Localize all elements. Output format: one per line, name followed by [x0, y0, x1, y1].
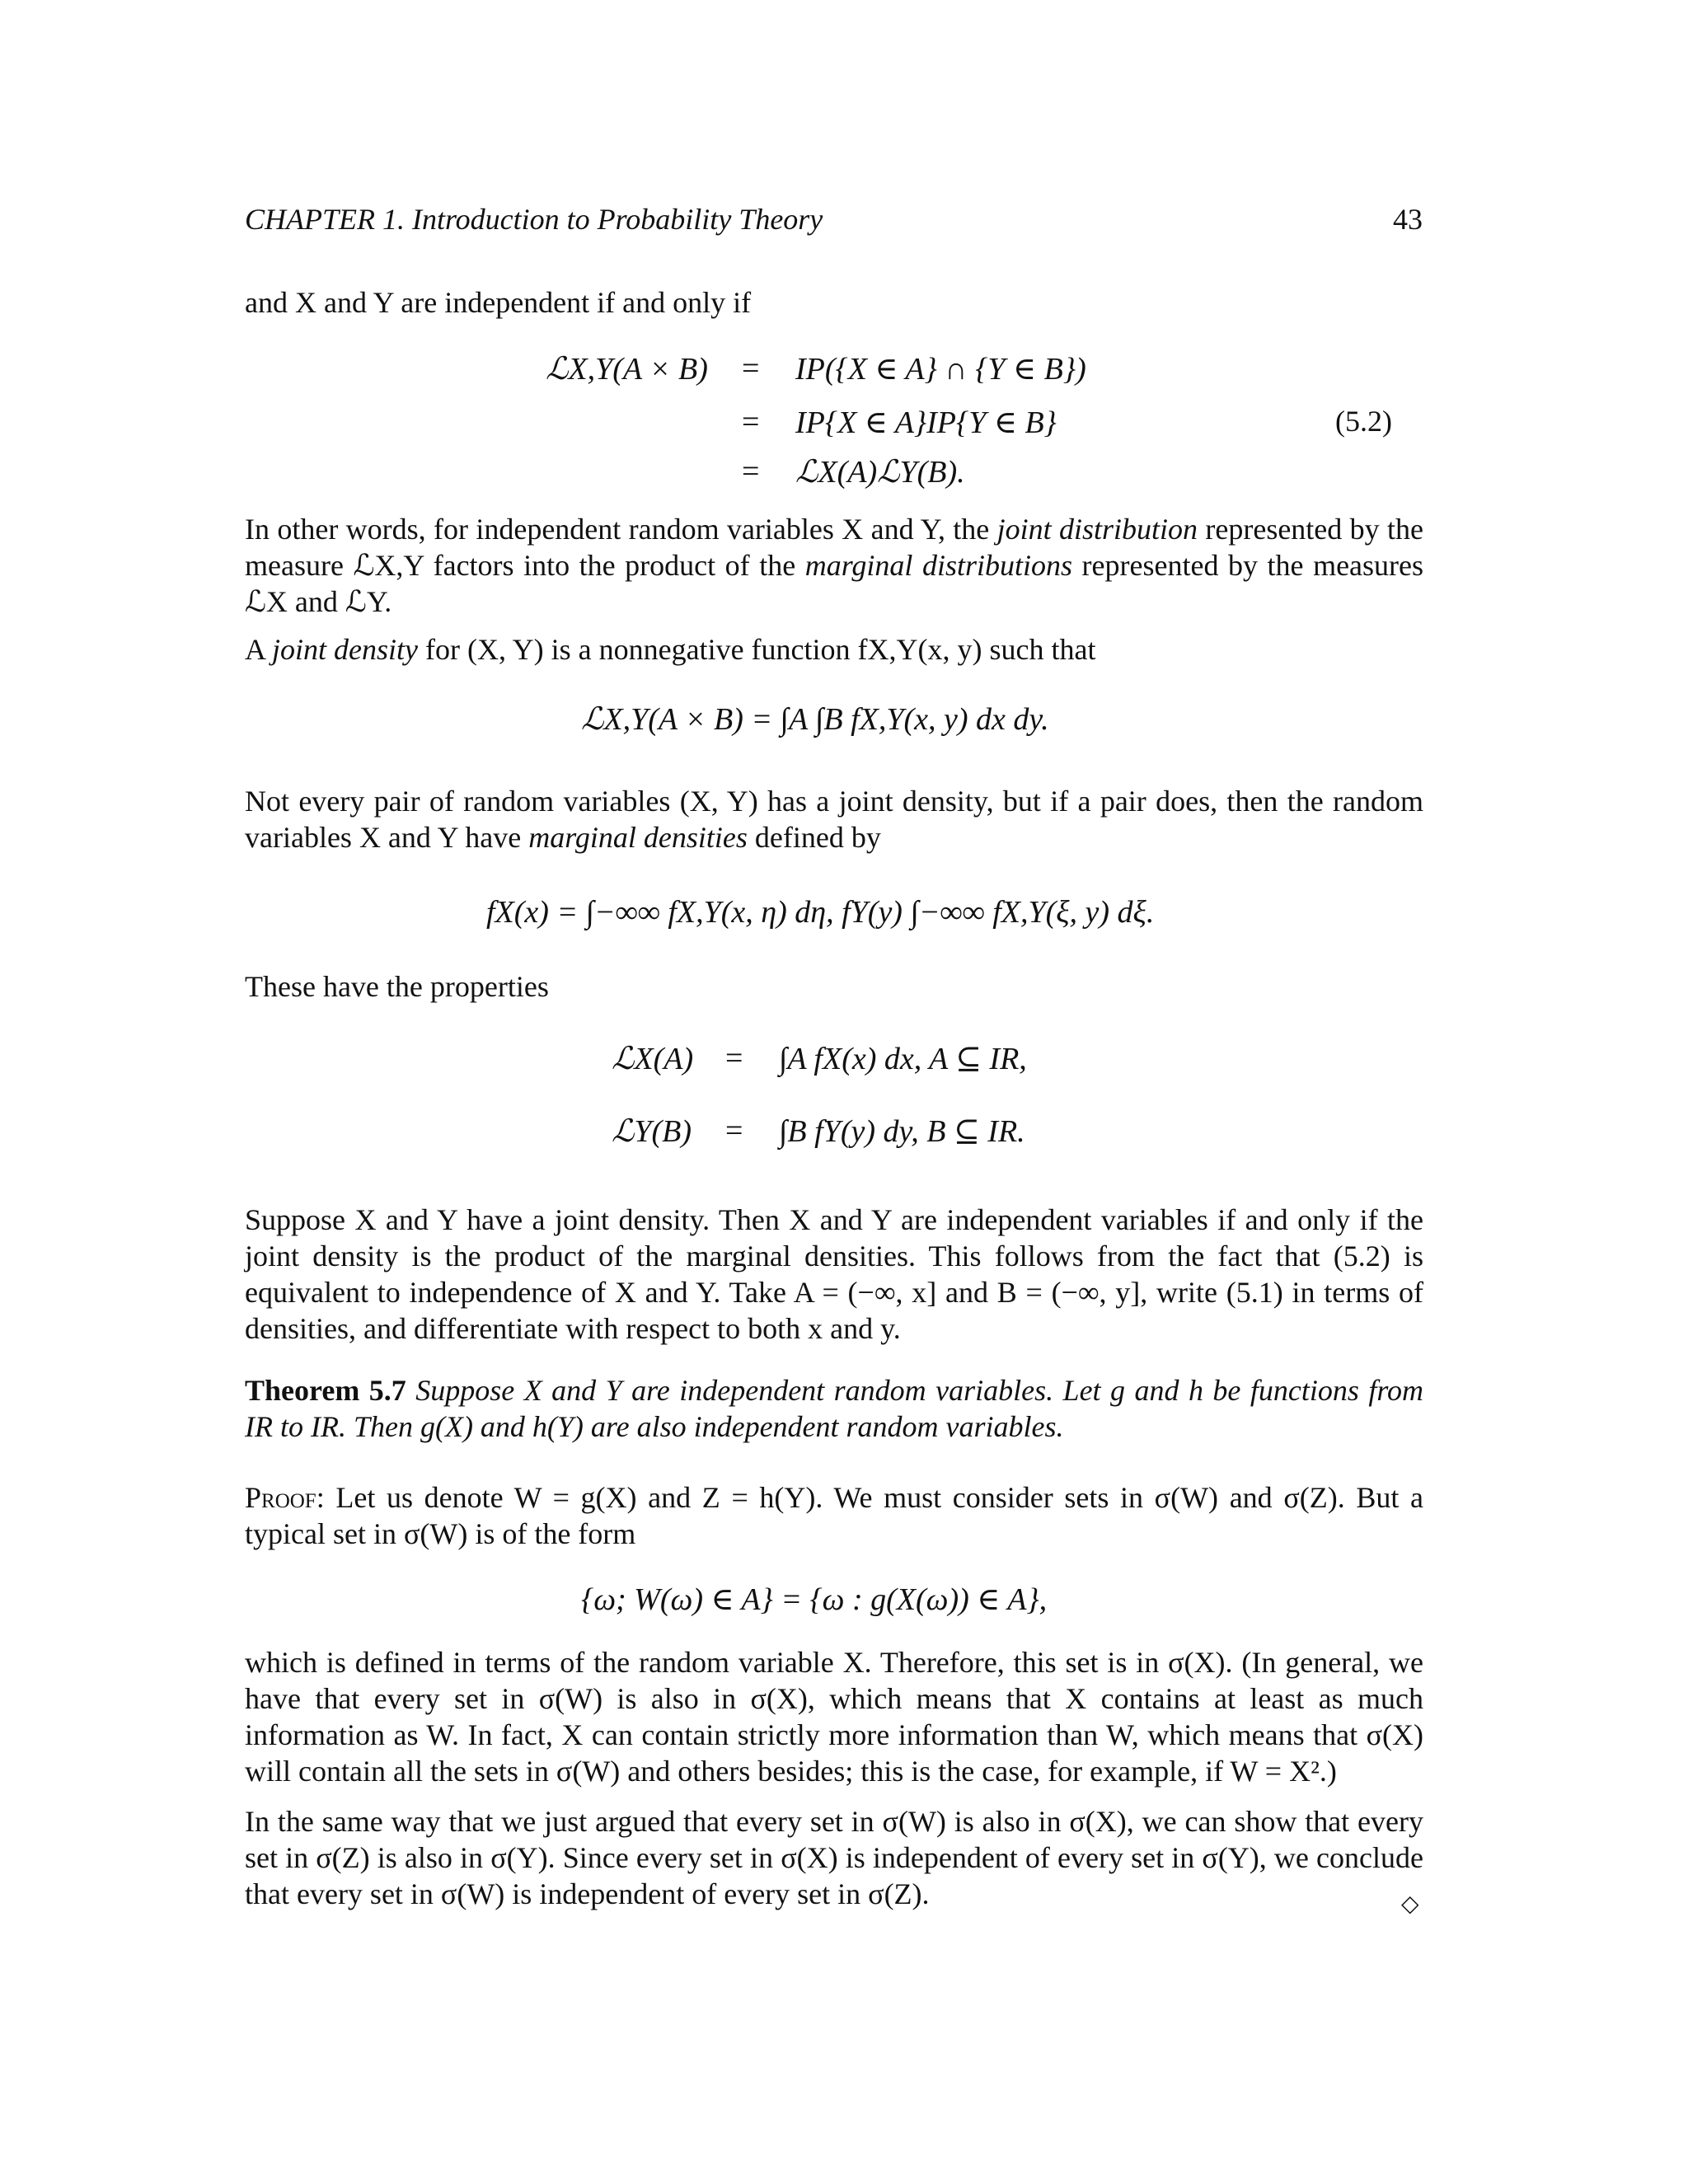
running-header: CHAPTER 1. Introduction to Probability Theory [245, 203, 823, 236]
p2-c: represented by the measure ℒX,Y factors into the product of the [245, 513, 1423, 582]
proof-label: Proof: [245, 1481, 325, 1514]
theorem-label: Theorem 5.7 [245, 1374, 406, 1407]
eq52-lhs: ℒX,Y(A × B) [546, 352, 708, 387]
p4-marginal-densities: marginal densities [528, 821, 748, 854]
eq52-eq3: = [742, 454, 760, 489]
paragraph-sigma-algebra: which is defined in terms of the random variable X. Therefore, this set is in σ(X). (In general, we have that every set in σ(W) is also in σ(X), which means that X contains at least as much information as W. In fact, X can contain strictly more information than W, which means that σ(X) will contain all the sets in σ(W) and others besides; this is the case, for example, if W = X².) [245, 1646, 1423, 1788]
theorem-5-7 [245, 1372, 1423, 1445]
p3-c: for (X, Y) is a nonnegative function fX,Y(x, y) such that [418, 633, 1096, 666]
qed-symbol: ◇ [1401, 1891, 1419, 1917]
props-eq2: = [725, 1113, 743, 1148]
paragraph-independence: Suppose X and Y have a joint density. Then X and Y are independent variables if and only if the joint density is the product of the marginal densities. This follows from the fact that (5.2) is equivalent to independence of X and Y. Take A = (−∞, x] and B = (−∞, y], write (5.1) in terms of densities, and differentiate with respect to both x and y. [245, 1203, 1423, 1345]
eq52-eq2: = [742, 405, 760, 439]
eq52-line2: IP{X ∈ A}IP{Y ∈ B} [795, 405, 1057, 440]
p4-c: defined by [747, 821, 881, 854]
props-rhs1: ∫A fX(x) dx, A ⊆ IR, [779, 1042, 1027, 1076]
p4-a: Not every pair of random variables (X, Y) has a joint density, but if a pair does, then the random variables X and Y have [245, 785, 1423, 854]
p2-a: In other words, for independent random variables X and Y, the [245, 513, 997, 546]
equation-joint-density: ℒX,Y(A × B) = ∫A ∫B fX,Y(x, y) dx dy. [581, 702, 1049, 737]
page-number: 43 [1393, 203, 1423, 236]
equation-set: {ω; W(ω) ∈ A} = {ω : g(X(ω)) ∈ A}, [581, 1582, 1048, 1617]
paragraph-marginal-densities [245, 783, 1423, 855]
paragraph-properties: These have the properties [245, 970, 549, 1003]
proof [245, 1479, 1423, 1552]
p2-joint-distribution: joint distribution [996, 513, 1198, 546]
intro-text: and X and Y are independent if and only if [245, 286, 752, 319]
p2-marginal-distributions: marginal distributions [804, 549, 1073, 582]
props-eq1: = [725, 1041, 743, 1076]
props-lhs2: ℒY(B) [612, 1114, 692, 1149]
paragraph-joint-density [245, 631, 1423, 668]
paragraph-intro [245, 284, 751, 321]
p2-e: represented by the measures ℒX and ℒY. [245, 549, 1424, 618]
eq52-eq1: = [742, 351, 760, 386]
props-rhs2: ∫B fY(y) dy, B ⊆ IR. [779, 1114, 1025, 1149]
props-lhs1: ℒX(A) [612, 1042, 694, 1076]
eq52-label: (5.2) [1335, 405, 1392, 438]
p3-a: A [245, 633, 273, 666]
proof-text: Let us denote W = g(X) and Z = h(Y). We must consider sets in σ(W) and σ(Z). But a typical set in σ(W) is of the form [245, 1481, 1423, 1550]
eq52-line1: IP({X ∈ A} ∩ {Y ∈ B}) [795, 352, 1086, 387]
equation-marginals: fX(x) = ∫−∞∞ fX,Y(x, η) dη, fY(y) ∫−∞∞ fX,Y(ξ, y) dξ. [486, 895, 1155, 930]
eq52-line3: ℒX(A)ℒY(B). [795, 455, 965, 490]
theorem-text: Suppose X and Y are independent random variables. Let g and h be functions from IR to IR. Then g(X) and h(Y) are also independent random variables. [245, 1374, 1423, 1443]
paragraph-joint-distribution [245, 511, 1423, 620]
paragraph-conclusion: In the same way that we just argued that every set in σ(W) is also in σ(X), we can show that every set in σ(Z) is also in σ(Y). Since every set in σ(X) is independent of every set in σ(Y), we conclude that every set in σ(W) is independent of every set in σ(Z). [245, 1805, 1423, 1910]
p3-joint-density: joint density [272, 633, 418, 666]
